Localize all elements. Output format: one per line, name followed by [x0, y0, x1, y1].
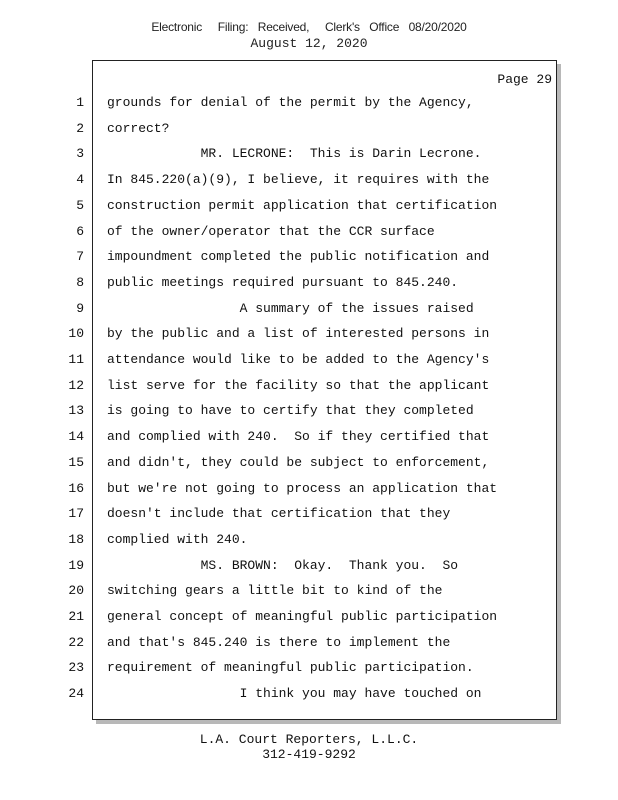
transcript-line	[0, 299, 618, 325]
line-text: list serve for the facility so that the applicant	[107, 377, 490, 393]
transcript-line	[0, 247, 618, 273]
transcript-line	[0, 556, 618, 582]
transcript-line	[0, 684, 618, 710]
transcript-line	[0, 196, 618, 222]
transcript-line	[0, 93, 618, 119]
line-text: and didn't, they could be subject to enforcement,	[107, 454, 490, 470]
line-number: 8	[76, 274, 84, 290]
transcript-line	[0, 607, 618, 633]
line-text: MS. BROWN: Okay. Thank you. So	[107, 557, 459, 573]
line-number: 5	[76, 197, 84, 213]
line-text: of the owner/operator that the CCR surface	[107, 223, 435, 239]
line-number: 1	[76, 95, 84, 110]
transcript-line	[0, 504, 618, 530]
line-text: impoundment completed the public notification and	[107, 249, 490, 265]
line-text: complied with 240.	[107, 531, 248, 547]
line-text: A summary of the issues raised	[107, 300, 474, 316]
footer-company: L.A. Court Reporters, L.L.C.	[199, 732, 419, 747]
transcript-line	[0, 530, 618, 556]
transcript-line	[0, 144, 618, 170]
line-text: but we're not going to process an application that	[107, 480, 498, 496]
line-text: is going to have to certify that they completed	[107, 403, 474, 419]
line-number: 22	[68, 634, 84, 650]
line-number: 7	[76, 249, 84, 265]
transcript-line	[0, 658, 618, 684]
line-text: general concept of meaningful public participation	[107, 609, 498, 624]
line-number: 9	[76, 300, 84, 316]
line-text: MR. LECRONE: This is Darin Lecrone.	[107, 146, 482, 162]
transcript-line	[0, 324, 618, 350]
footer-phone: 312-419-9292	[262, 747, 356, 762]
filing-stamp: Electronic Filing: Received, Clerk's Office 08/20/2020	[151, 20, 467, 34]
line-number: 15	[68, 454, 84, 470]
line-number: 23	[68, 660, 84, 676]
line-number: 11	[68, 352, 84, 367]
line-number: 6	[76, 223, 84, 239]
transcript-line	[0, 119, 618, 145]
transcript-line	[0, 453, 618, 479]
transcript-line	[0, 479, 618, 505]
line-text: public meetings required pursuant to 845.240.	[107, 274, 459, 290]
transcript-line	[0, 401, 618, 427]
transcript-line	[0, 350, 618, 376]
line-number: 13	[68, 403, 84, 419]
transcript-date: August 12, 2020	[250, 36, 368, 51]
line-text: correct?	[107, 120, 170, 136]
line-text: and that's 845.240 is there to implement the	[107, 634, 451, 650]
line-number: 14	[68, 429, 84, 445]
transcript-line	[0, 633, 618, 659]
transcript-line	[0, 427, 618, 453]
footer	[0, 732, 618, 762]
line-number: 24	[68, 686, 84, 702]
page-number: Page 29	[497, 72, 552, 87]
line-text: In 845.220(a)(9), I believe, it requires with the	[107, 172, 490, 188]
line-number: 3	[76, 146, 84, 162]
line-text: doesn't include that certification that they	[107, 506, 451, 522]
line-text: attendance would like to be added to the Agency's	[107, 352, 490, 367]
line-text: requirement of meaningful public participation.	[107, 660, 474, 676]
line-text: by the public and a list of interested persons in	[107, 326, 490, 342]
line-number: 2	[76, 120, 84, 136]
line-text: and complied with 240. So if they certified that	[107, 429, 490, 445]
transcript-line	[0, 170, 618, 196]
line-number: 19	[68, 557, 84, 573]
line-number: 12	[68, 377, 84, 393]
line-number: 20	[68, 583, 84, 599]
line-text: grounds for denial of the permit by the Agency,	[107, 95, 474, 110]
line-number: 4	[76, 172, 84, 188]
line-text: I think you may have touched on	[107, 686, 482, 702]
line-text: construction permit application that certification	[107, 197, 498, 213]
line-number: 10	[68, 326, 84, 342]
line-number: 18	[68, 531, 84, 547]
line-number: 17	[68, 506, 84, 522]
transcript-line	[0, 581, 618, 607]
line-number: 16	[68, 480, 84, 496]
transcript-line	[0, 273, 618, 299]
transcript-line	[0, 376, 618, 402]
line-number: 21	[68, 609, 84, 624]
transcript-line	[0, 222, 618, 248]
line-text: switching gears a little bit to kind of the	[107, 583, 443, 599]
